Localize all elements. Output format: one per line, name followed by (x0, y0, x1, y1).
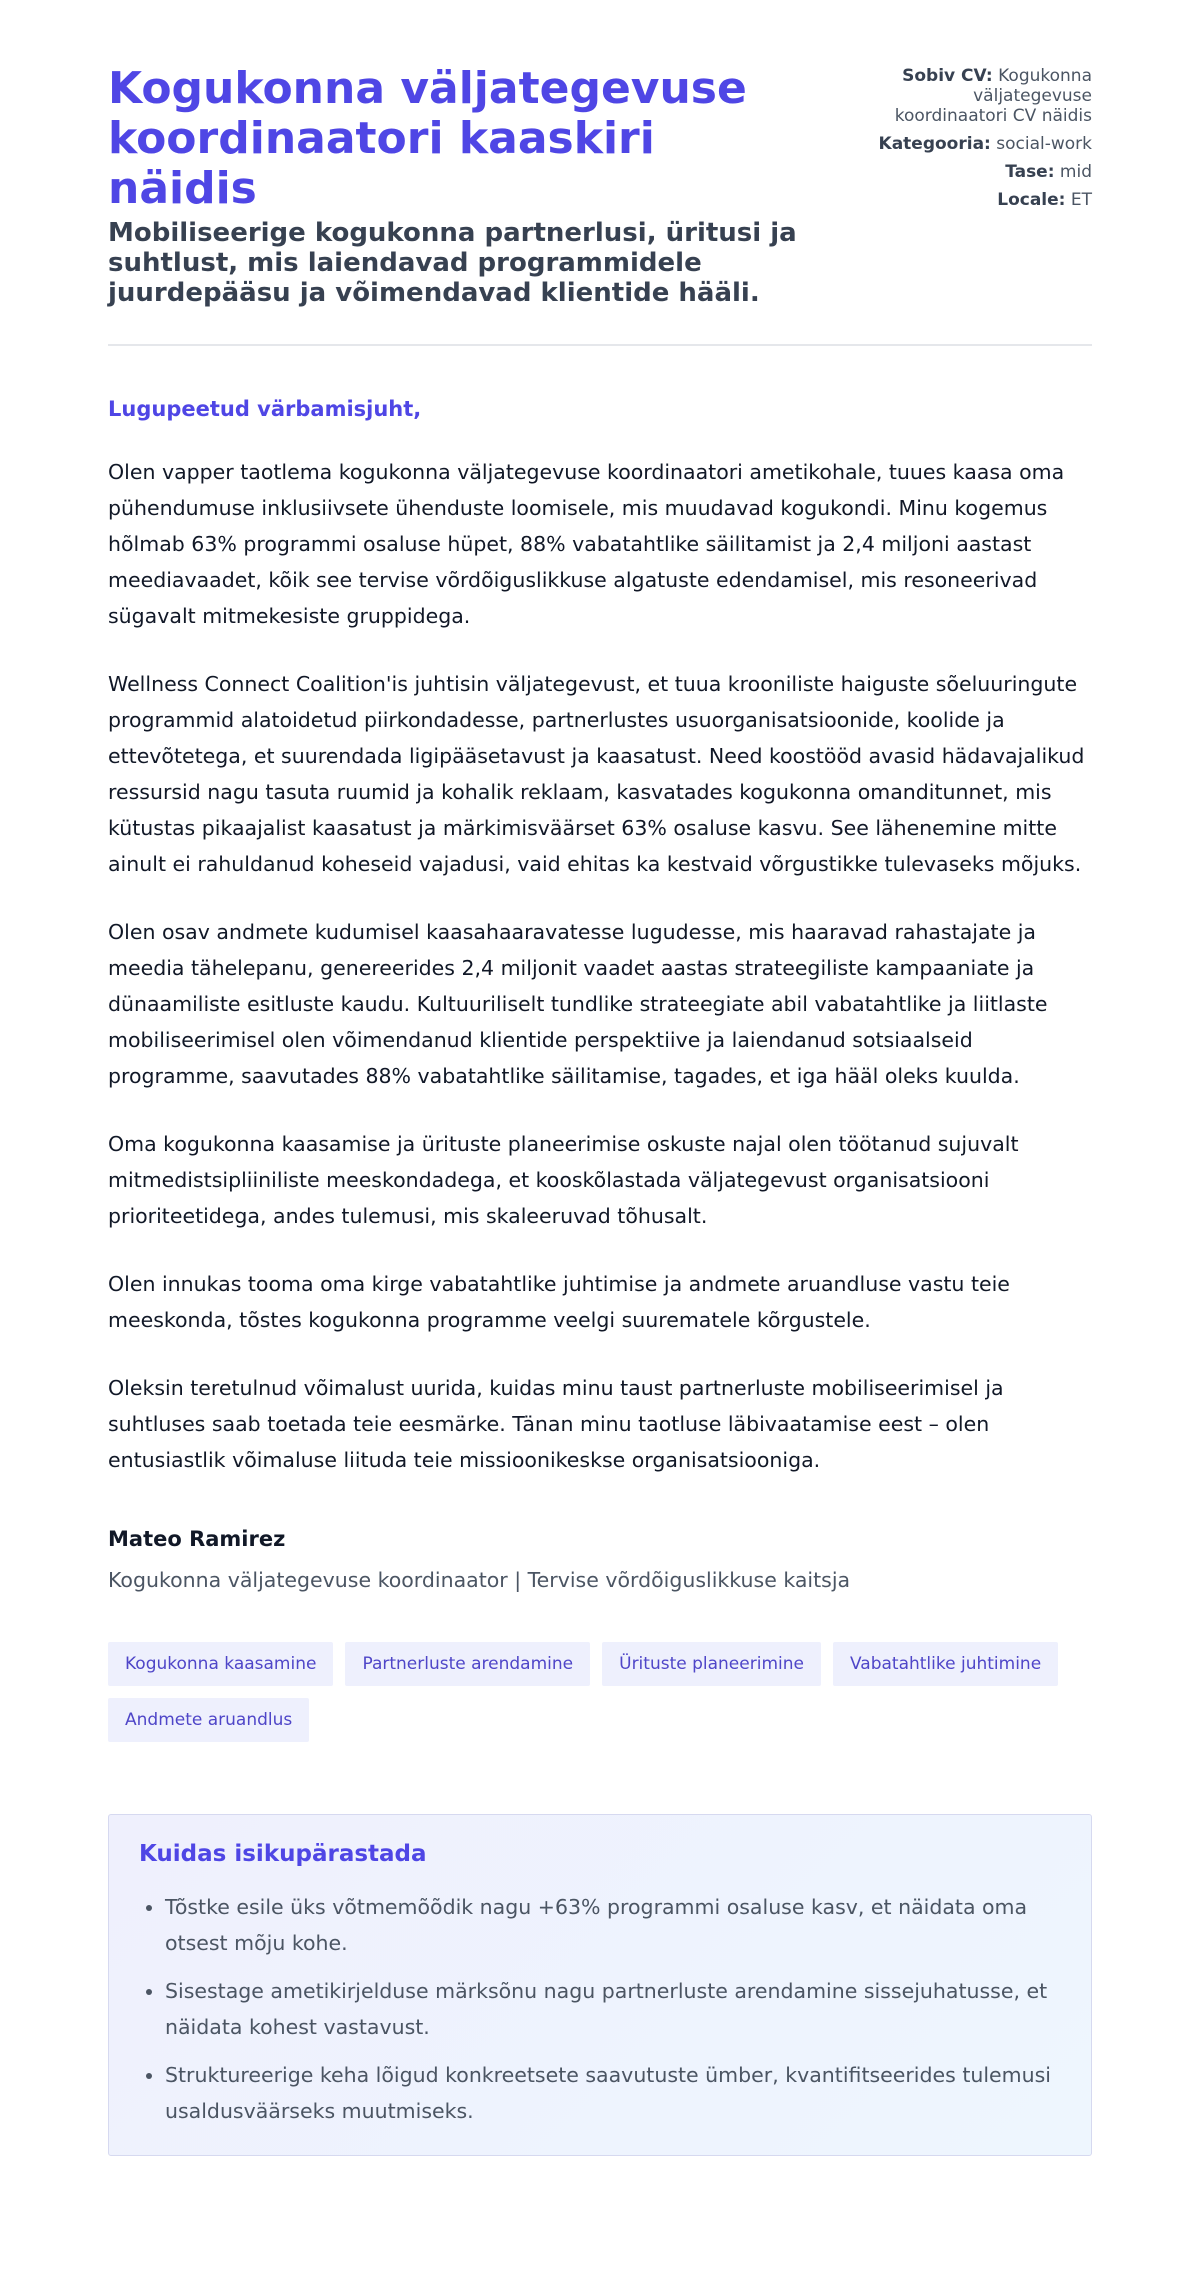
letter-paragraph: Olen innukas tooma oma kirge vabatahtlike juhtimise ja andmete aruandluse vastu teie meeskonda, tõstes kogukonna programme veelgi suurematele kõrgustele. (108, 1272, 1010, 1332)
meta-value: ET (1070, 190, 1092, 210)
meta-value: mid (1059, 162, 1092, 182)
meta-key: Sobiv CV: (902, 66, 993, 86)
signature-role: Kogukonna väljategevuse koordinaator | Tervise võrdõiguslikkuse kaitsja (108, 1568, 851, 1592)
header-divider (108, 344, 1092, 346)
skill-tag: Kogukonna kaasamine (108, 1642, 333, 1686)
meta-row-resume (872, 66, 1092, 126)
skill-tag: Partnerluste arendamine (345, 1642, 590, 1686)
meta-value: social-work (996, 134, 1092, 154)
page-title: Kogukonna väljategevuse koordinaatori kaaskiri näidis (108, 63, 747, 214)
skill-tag: Andmete aruandlus (108, 1698, 309, 1742)
letter-paragraph: Oma kogukonna kaasamise ja ürituste planeerimise oskuste najal olen töötanud sujuvalt mitmedistsipliiniliste meeskondadega, et kooskõlastada väljategevust organisatsiooni prioriteetidega, andes tulemusi, mis skaleeruvad tõhusalt. (108, 1132, 1019, 1228)
skill-tags (108, 1642, 1092, 1742)
title-block (108, 64, 808, 308)
meta-key: Locale: (997, 190, 1066, 210)
personalization-tips-box (108, 1814, 1092, 2156)
page-subtitle: Mobiliseerige kogukonna partnerlusi, üritusi ja suhtlust, mis laiendavad programmidele juurdepääsu ja võimendavad klientide hääli. (108, 218, 797, 308)
tips-list-item: • Sisestage ametikirjelduse märksõnu nagu partnerluste arendamine sissejuhatusse, et näidata kohest vastavust. (165, 1973, 1061, 2045)
signature-name: Mateo Ramirez (108, 1527, 286, 1551)
letter-paragraph: Olen osav andmete kudumisel kaasahaaravatesse lugudesse, mis haaravad rahastajate ja meedia tähelepanu, genereerides 2,4 miljonit vaadet aastas strateegiliste kampaaniate ja dünaamiliste esitluste kaudu. Kultuuriliselt tundlike strateegiate abil vabatahtlike ja liitlaste mobiliseerimisel olen võimendanud klientide perspektiive ja laiendanud sotsiaalseid programme, saavutades 88% vabatahtlike säilitamise, tagades, et iga hääl oleks kuulda. (108, 920, 1048, 1088)
skill-tag: Ürituste planeerimine (602, 1642, 821, 1686)
tips-list (139, 1889, 1061, 2129)
letter-paragraph: Olen vapper taotlema kogukonna väljategevuse koordinaatori ametikohale, tuues kaasa oma pühendumuse inklusiivsete ühenduste loomisele, mis muudavad kogukondi. Minu kogemus hõlmab 63% programmi osaluse hüpet, 88% vabatahtlike säilitamist ja 2,4 miljoni aastast meediavaadet, kõik see tervise võrdõiguslikkuse algatuste edendamisel, mis resoneerivad sügavalt mitmekesiste gruppidega. (108, 460, 1065, 628)
letter-paragraph: Wellness Connect Coalition'is juhtisin väljategevust, et tuua krooniliste haiguste sõeluuringute programmid alatoidetud piirkondadesse, partnerlustes usuorganisatsioonide, koolide ja ettevõtetega, et suurendada ligipääsetavust ja kaasatust. Need koostööd avasid hädavajalikud ressursid nagu tasuta ruumid ja kohalik reklaam, kasvatades kogukonna omanditunnet, mis kütustas pikaajalist kaasatust ja märkimisväärset 63% osaluse kasvu. See lähenemine mitte ainult ei rahuldanud koheseid vajadusi, vaid ehitas ka kestvaid võrgustikke tulevaseks mõjuks. (108, 672, 1085, 876)
meta-row-locale (872, 190, 1092, 210)
signature-block (108, 1526, 1092, 1594)
skill-tag: Vabatahtlike juhtimine (833, 1642, 1058, 1686)
meta-value: Kogukonna väljategevuse koordinaatori CV näidis (894, 66, 1092, 126)
tips-title: Kuidas isikupärastada (139, 1841, 427, 1867)
letter-paragraph: Oleksin teretulnud võimalust uurida, kuidas minu taust partnerluste mobiliseerimisel ja suhtluses saab toetada teie eesmärke. Tänan minu taotluse läbivaatamise eest – olen entusiastlik võimaluse liituda teie missioonikeskse organisatsiooniga. (108, 1376, 1004, 1472)
tips-list-item: • Struktureerige keha lõigud konkreetsete saavutuste ümber, kvantifitseerides tulemusi usaldusväärseks muutmiseks. (165, 2057, 1061, 2129)
letter-body (108, 454, 1092, 1478)
page-header (108, 64, 1092, 308)
letter-greeting: Lugupeetud värbamisjuht, (108, 397, 422, 421)
tips-list-item: • Tõstke esile üks võtmemõõdik nagu +63% programmi osaluse kasv, et näidata oma otsest mõju kohe. (165, 1889, 1061, 1961)
meta-key: Tase: (1005, 162, 1055, 182)
meta-key: Kategooria: (878, 134, 991, 154)
meta-row-level (872, 162, 1092, 182)
meta-row-category (872, 134, 1092, 154)
meta-panel (872, 64, 1092, 218)
